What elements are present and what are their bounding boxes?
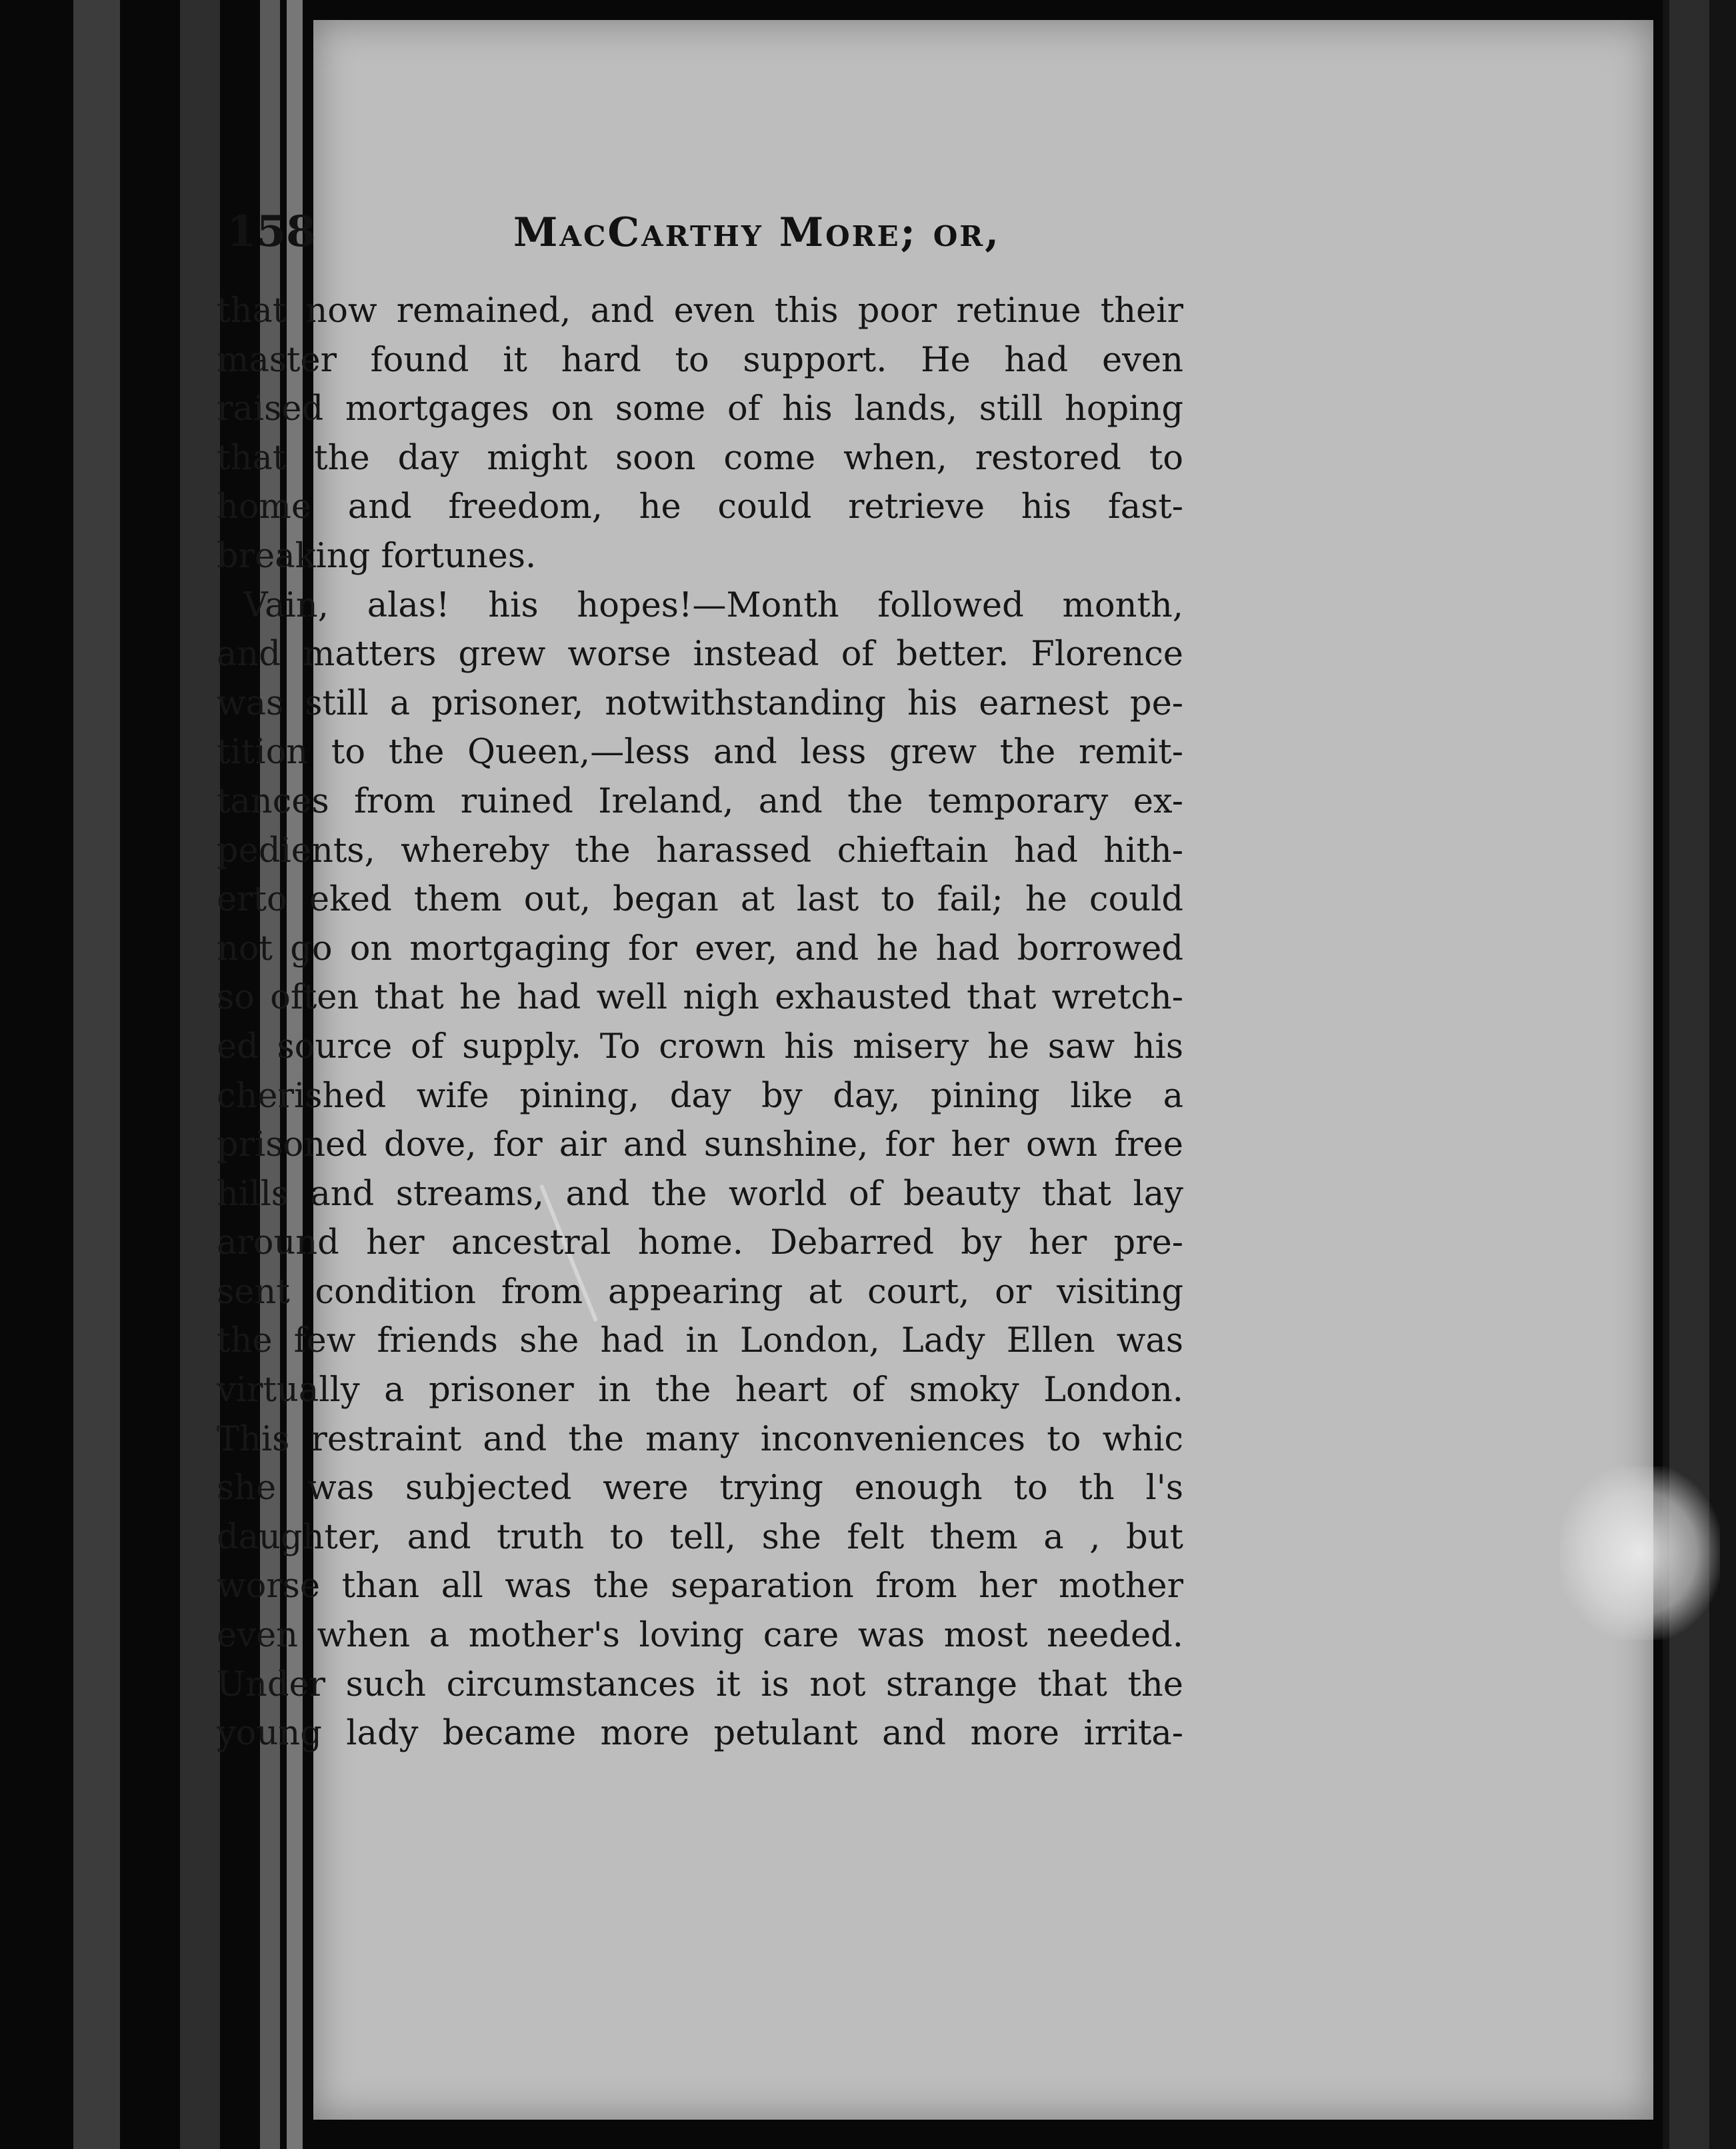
text-line: erto eked them out, began at last to fail; he could — [217, 880, 1183, 920]
page-header — [227, 200, 1387, 273]
text-line: not go on mortgaging for ever, and he had borrowed — [217, 929, 1183, 969]
text-line: master found it hard to support. He had even — [217, 340, 1183, 380]
text-line: This restraint and the many inconveniences to whic — [217, 1419, 1183, 1459]
page-edge — [73, 0, 120, 2149]
text-line: tition to the Queen,—less and less grew the remit- — [217, 733, 1183, 773]
text-line: prisoned dove, for air and sunshine, for her own free — [217, 1125, 1183, 1165]
text-line: raised mortgages on some of his lands, still hoping — [217, 389, 1183, 429]
text-line: tances from ruined Ireland, and the temporary ex- — [217, 781, 1183, 821]
text-line: worse than all was the separation from her mother — [217, 1566, 1183, 1606]
text-line: cherished wife pining, day by day, pining like a — [217, 1076, 1183, 1116]
text-line: Under such circumstances it is not strange that the — [217, 1664, 1183, 1704]
running-head: MacCarthy More; or, — [513, 209, 1001, 256]
text-line: that the day might soon come when, restored to — [217, 438, 1183, 478]
body-text — [217, 287, 1183, 1758]
page-number: 158 — [227, 207, 316, 257]
text-line: so often that he had well nigh exhausted that wretch- — [217, 978, 1183, 1018]
text-line: the few friends she had in London, Lady Ellen was — [217, 1321, 1183, 1361]
text-line: pedients, whereby the harassed chieftain had hith- — [217, 831, 1183, 871]
text-line: around her ancestral home. Debarred by her pre- — [217, 1223, 1183, 1263]
text-line: home and freedom, he could retrieve his fast- — [217, 487, 1183, 527]
page-edge — [180, 0, 220, 2149]
text-line: daughter, and truth to tell, she felt them a , but — [217, 1517, 1183, 1557]
text-line: and matters grew worse instead of better. Florence — [217, 635, 1183, 675]
text-line: she was subjected were trying enough to th l's — [217, 1468, 1183, 1508]
text-line: ed source of supply. To crown his misery he saw his — [217, 1027, 1183, 1067]
scan-smudge — [1560, 1466, 1720, 1640]
text-line: young lady became more petulant and more irrita- — [217, 1714, 1183, 1754]
text-line: that now remained, and even this poor retinue their — [217, 291, 1183, 331]
text-line: hills and streams, and the world of beauty that lay — [217, 1174, 1183, 1214]
text-line: was still a prisoner, notwithstanding his earnest pe- — [217, 683, 1183, 723]
facing-page-shadow — [1669, 0, 1709, 2149]
text-line: breaking fortunes. — [217, 536, 537, 576]
text-line: sent condition from appearing at court, or visiting — [217, 1272, 1183, 1312]
text-line: Vain, alas! his hopes!—Month followed month, — [243, 585, 1183, 625]
text-line: even when a mother's loving care was most needed. — [217, 1616, 1183, 1656]
text-line: virtually a prisoner in the heart of smoky London. — [217, 1370, 1183, 1410]
